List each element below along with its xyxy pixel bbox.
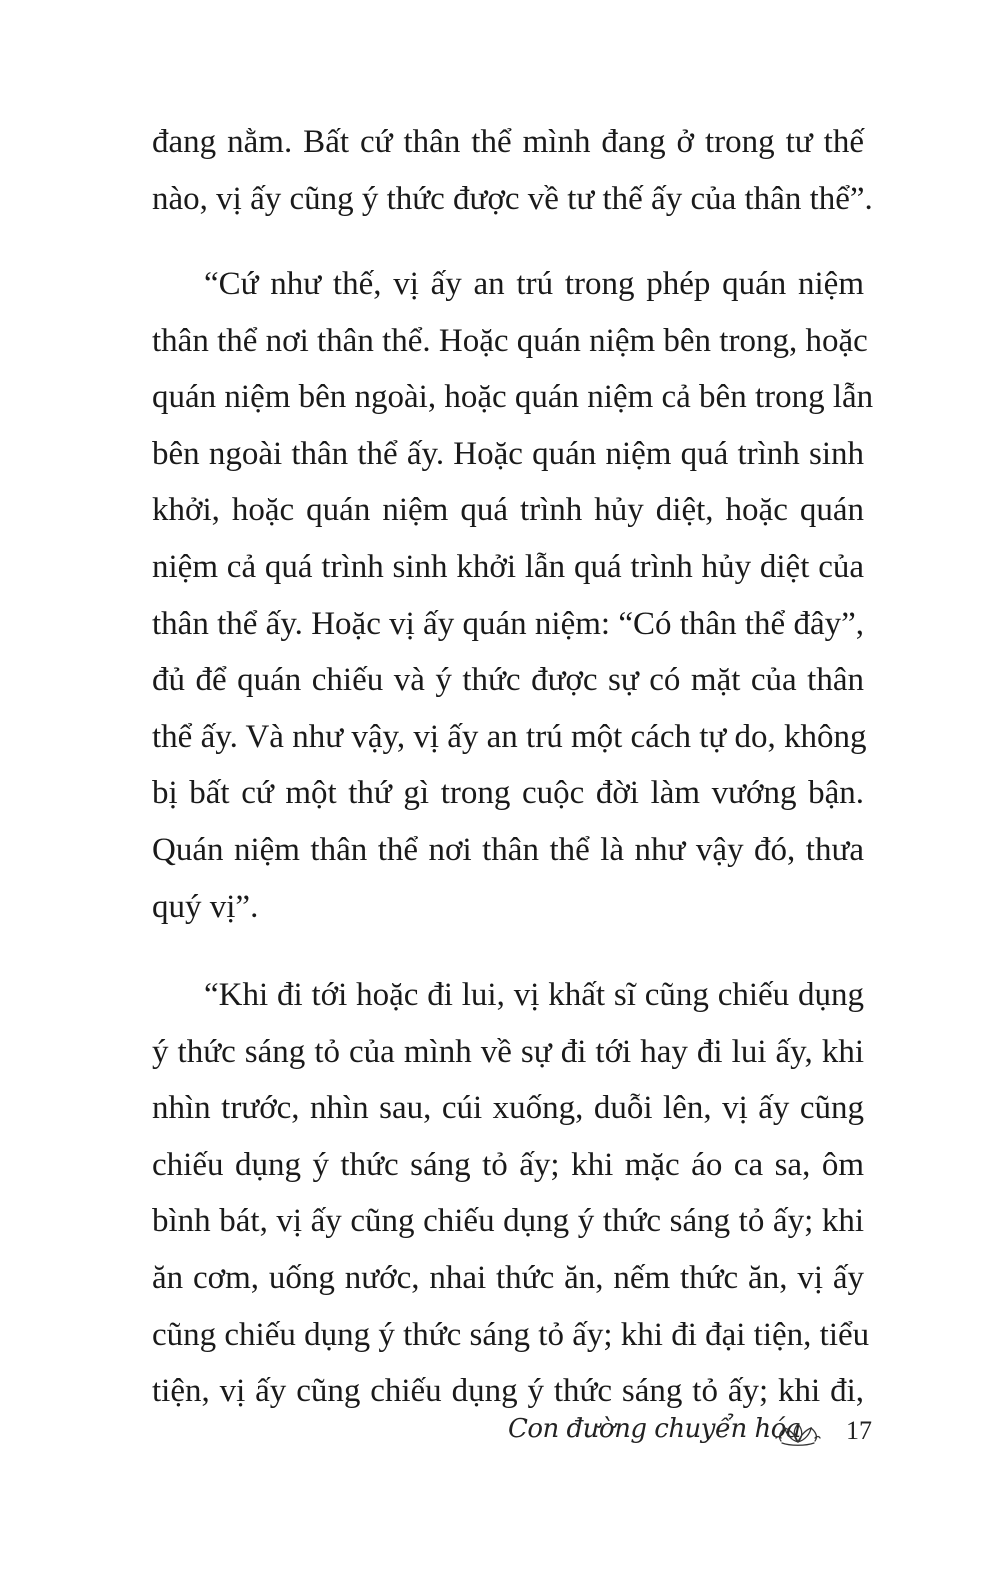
text-line: “Cứ như thế, vị ấy an trú trong phép quán niệm [204, 266, 864, 302]
text-line: quý vị”. [152, 888, 259, 925]
page-number: 17 [846, 1416, 872, 1445]
paragraph-2 [152, 256, 874, 935]
paragraph-3 [152, 967, 870, 1420]
lotus-icon [772, 1418, 824, 1450]
text-line: “Khi đi tới hoặc đi lui, vị khất sĩ cũng chiếu dụng [204, 977, 864, 1013]
running-title: Con đường chuyển hóa [508, 1414, 801, 1444]
text-line: khởi, hoặc quán niệm quá trình hủy diệt, hoặc quán [152, 492, 864, 529]
text-line: bên ngoài thân thể ấy. Hoặc quán niệm quá trình sinh [152, 435, 864, 472]
paragraph-1 [152, 114, 873, 227]
text-line: Quán niệm thân thể nơi thân thể là như vậy đó, thưa [152, 831, 864, 868]
text-line: thể ấy. Và như vậy, vị ấy an trú một cách tự do, không [152, 718, 867, 755]
text-line: tiện, vị ấy cũng chiếu dụng ý thức sáng tỏ ấy; khi đi, [152, 1373, 864, 1410]
text-line: thân thể nơi thân thể. Hoặc quán niệm bên trong, hoặc [152, 322, 868, 359]
text-line: nào, vị ấy cũng ý thức được về tư thế ấy của thân thể”. [152, 180, 873, 217]
text-line: bị bất cứ một thứ gì trong cuộc đời làm vướng bận. [152, 775, 864, 812]
text-line: cũng chiếu dụng ý thức sáng tỏ ấy; khi đi đại tiện, tiểu [152, 1316, 870, 1353]
text-line: chiếu dụng ý thức sáng tỏ ấy; khi mặc áo ca sa, ôm [152, 1146, 864, 1183]
text-line: nhìn trước, nhìn sau, cúi xuống, duỗi lên, vị ấy cũng [152, 1090, 864, 1127]
text-line: ăn cơm, uống nước, nhai thức ăn, nếm thức ăn, vị ấy [152, 1259, 864, 1296]
text-line: ý thức sáng tỏ của mình về sự đi tới hay đi lui ấy, khi [152, 1033, 864, 1070]
text-line: đủ để quán chiếu và ý thức được sự có mặt của thân [152, 662, 864, 699]
page-footer [500, 1412, 870, 1462]
text-line: niệm cả quá trình sinh khởi lẫn quá trình hủy diệt của [152, 548, 864, 585]
text-line: thân thể ấy. Hoặc vị ấy quán niệm: “Có thân thể đây”, [152, 605, 864, 642]
text-line: bình bát, vị ấy cũng chiếu dụng ý thức sáng tỏ ấy; khi [152, 1203, 864, 1240]
text-line: quán niệm bên ngoài, hoặc quán niệm cả bên trong lẫn [152, 379, 874, 416]
text-line: đang nằm. Bất cứ thân thể mình đang ở trong tư thế [152, 124, 864, 160]
